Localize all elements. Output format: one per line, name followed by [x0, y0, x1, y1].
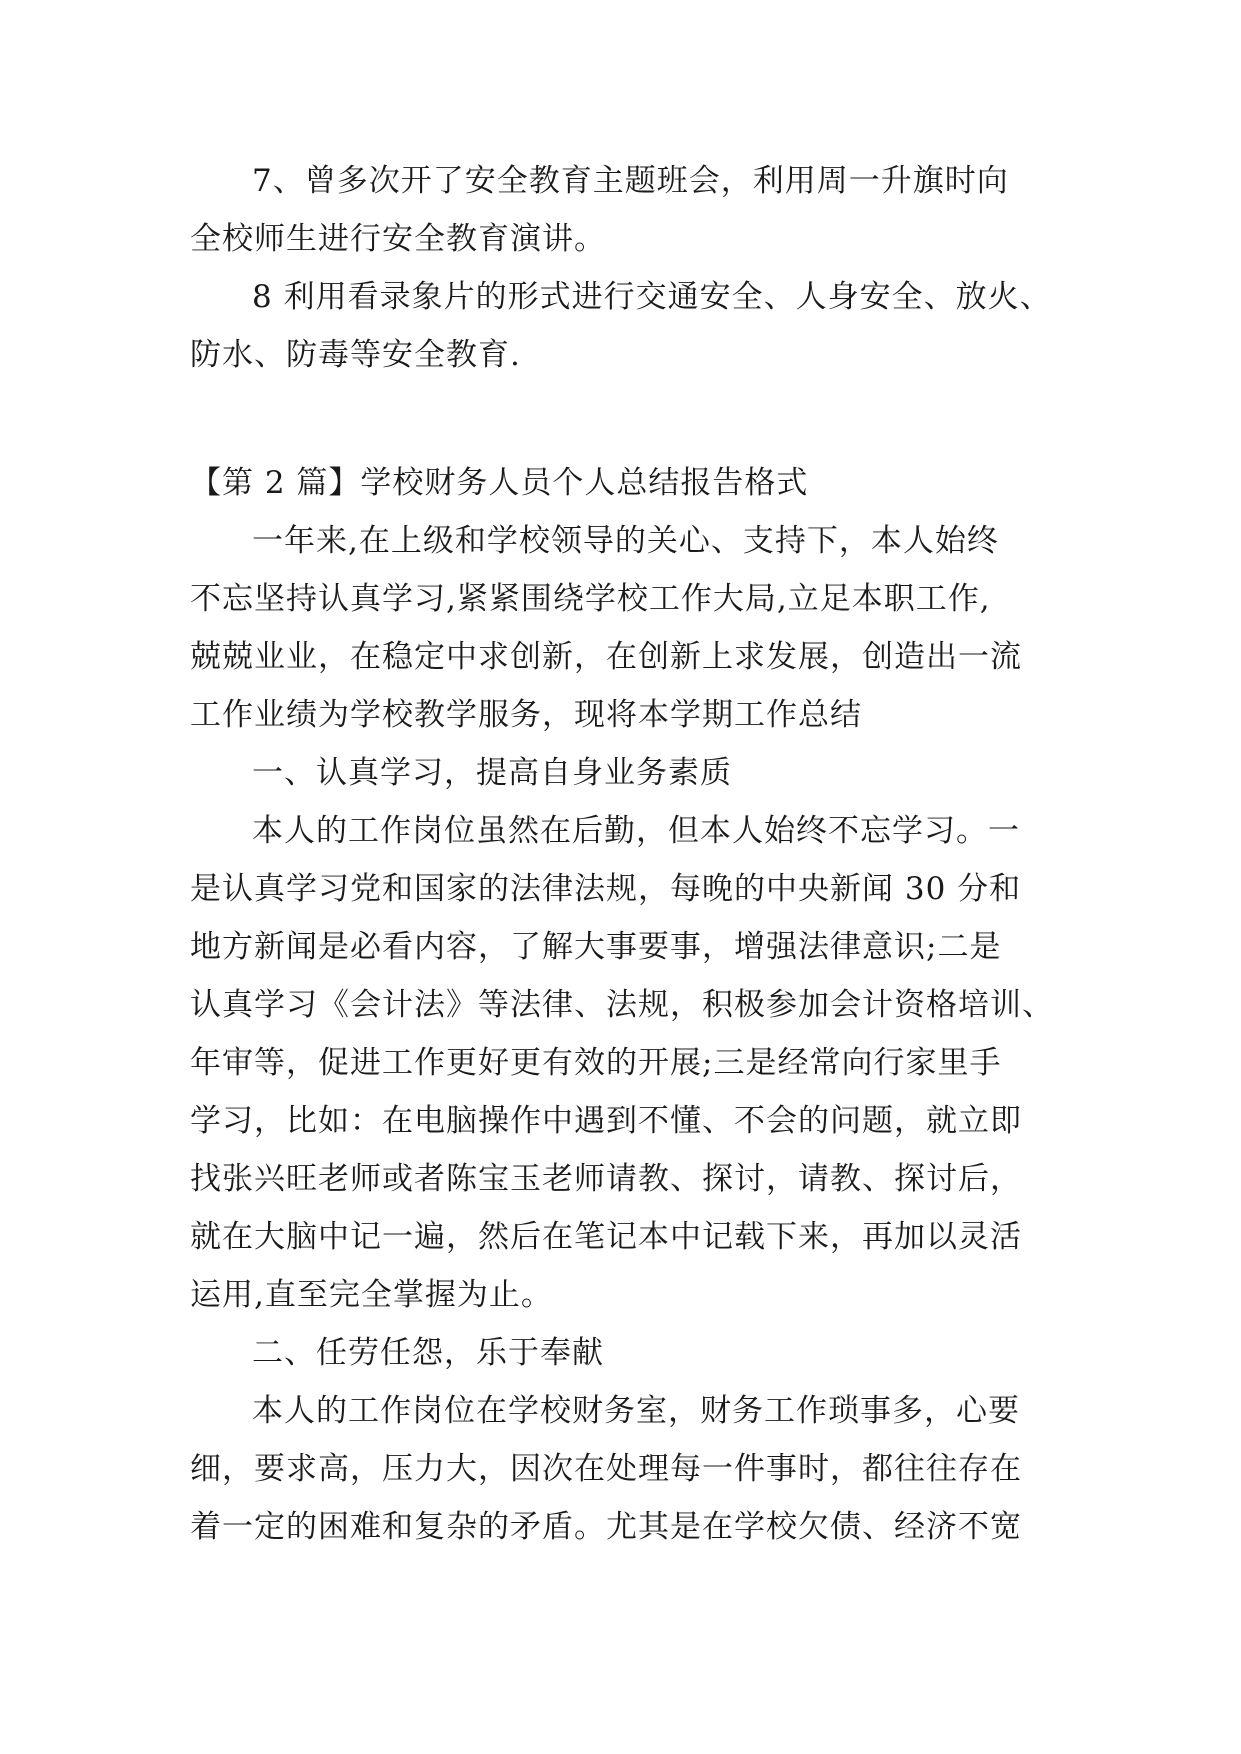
text-line: 全校师生进行安全教育演讲。 [190, 221, 606, 257]
text-line: 就在大脑中记一遍，然后在笔记本中记载下来，再加以灵活 [190, 1219, 1022, 1255]
text-line: 找张兴旺老师或者陈宝玉老师请教、探讨，请教、探讨后， [190, 1161, 1022, 1197]
text-line: 不忘坚持认真学习,紧紧围绕学校工作大局,立足本职工作, [190, 581, 991, 617]
text-line: 一年来,在上级和学校领导的关心、支持下，本人始终 [252, 523, 999, 559]
text-line: 运用,直至完全掌握为止。 [190, 1277, 553, 1313]
document-page [190, 152, 1070, 1556]
text-line: 7、曾多次开了安全教育主题班会，利用周一升旗时向 [252, 163, 1009, 199]
text-line: 学习，比如：在电脑操作中遇到不懂、不会的问题，就立即 [190, 1103, 1022, 1139]
text-line: 工作业绩为学校教学服务，现将本学期工作总结 [190, 697, 862, 733]
text-line: 防水、防毒等安全教育. [190, 337, 521, 373]
text-line: 本人的工作岗位在学校财务室，财务工作琐事多，心要 [252, 1393, 1020, 1429]
text-line: 兢兢业业，在稳定中求创新，在创新上求发展，创造出一流 [190, 639, 1022, 675]
text-line: 年审等，促进工作更好更有效的开展;三是经常向行家里手 [190, 1045, 1002, 1081]
section-heading: 一、认真学习，提高自身业务素质 [252, 755, 732, 791]
section-heading: 二、任劳任怨，乐于奉献 [252, 1335, 604, 1371]
article-title: 【第 2 篇】学校财务人员个人总结报告格式 [190, 465, 809, 501]
text-line: 是认真学习党和国家的法律法规，每晚的中央新闻 30 分和 [190, 871, 1022, 907]
text-line: 本人的工作岗位虽然在后勤，但本人始终不忘学习。一 [252, 813, 1020, 849]
text-line: 着一定的困难和复杂的矛盾。尤其是在学校欠债、经济不宽 [190, 1509, 1022, 1545]
text-line: 认真学习《会计法》等法律、法规，积极参加会计资格培训、 [190, 987, 1054, 1023]
text-line: 8 利用看录象片的形式进行交通安全、人身安全、放火、 [252, 279, 1052, 315]
text-line: 地方新闻是必看内容，了解大事要事，增强法律意识;二是 [190, 929, 1002, 965]
text-line: 细，要求高，压力大，因次在处理每一件事时，都往往存在 [190, 1451, 1022, 1487]
